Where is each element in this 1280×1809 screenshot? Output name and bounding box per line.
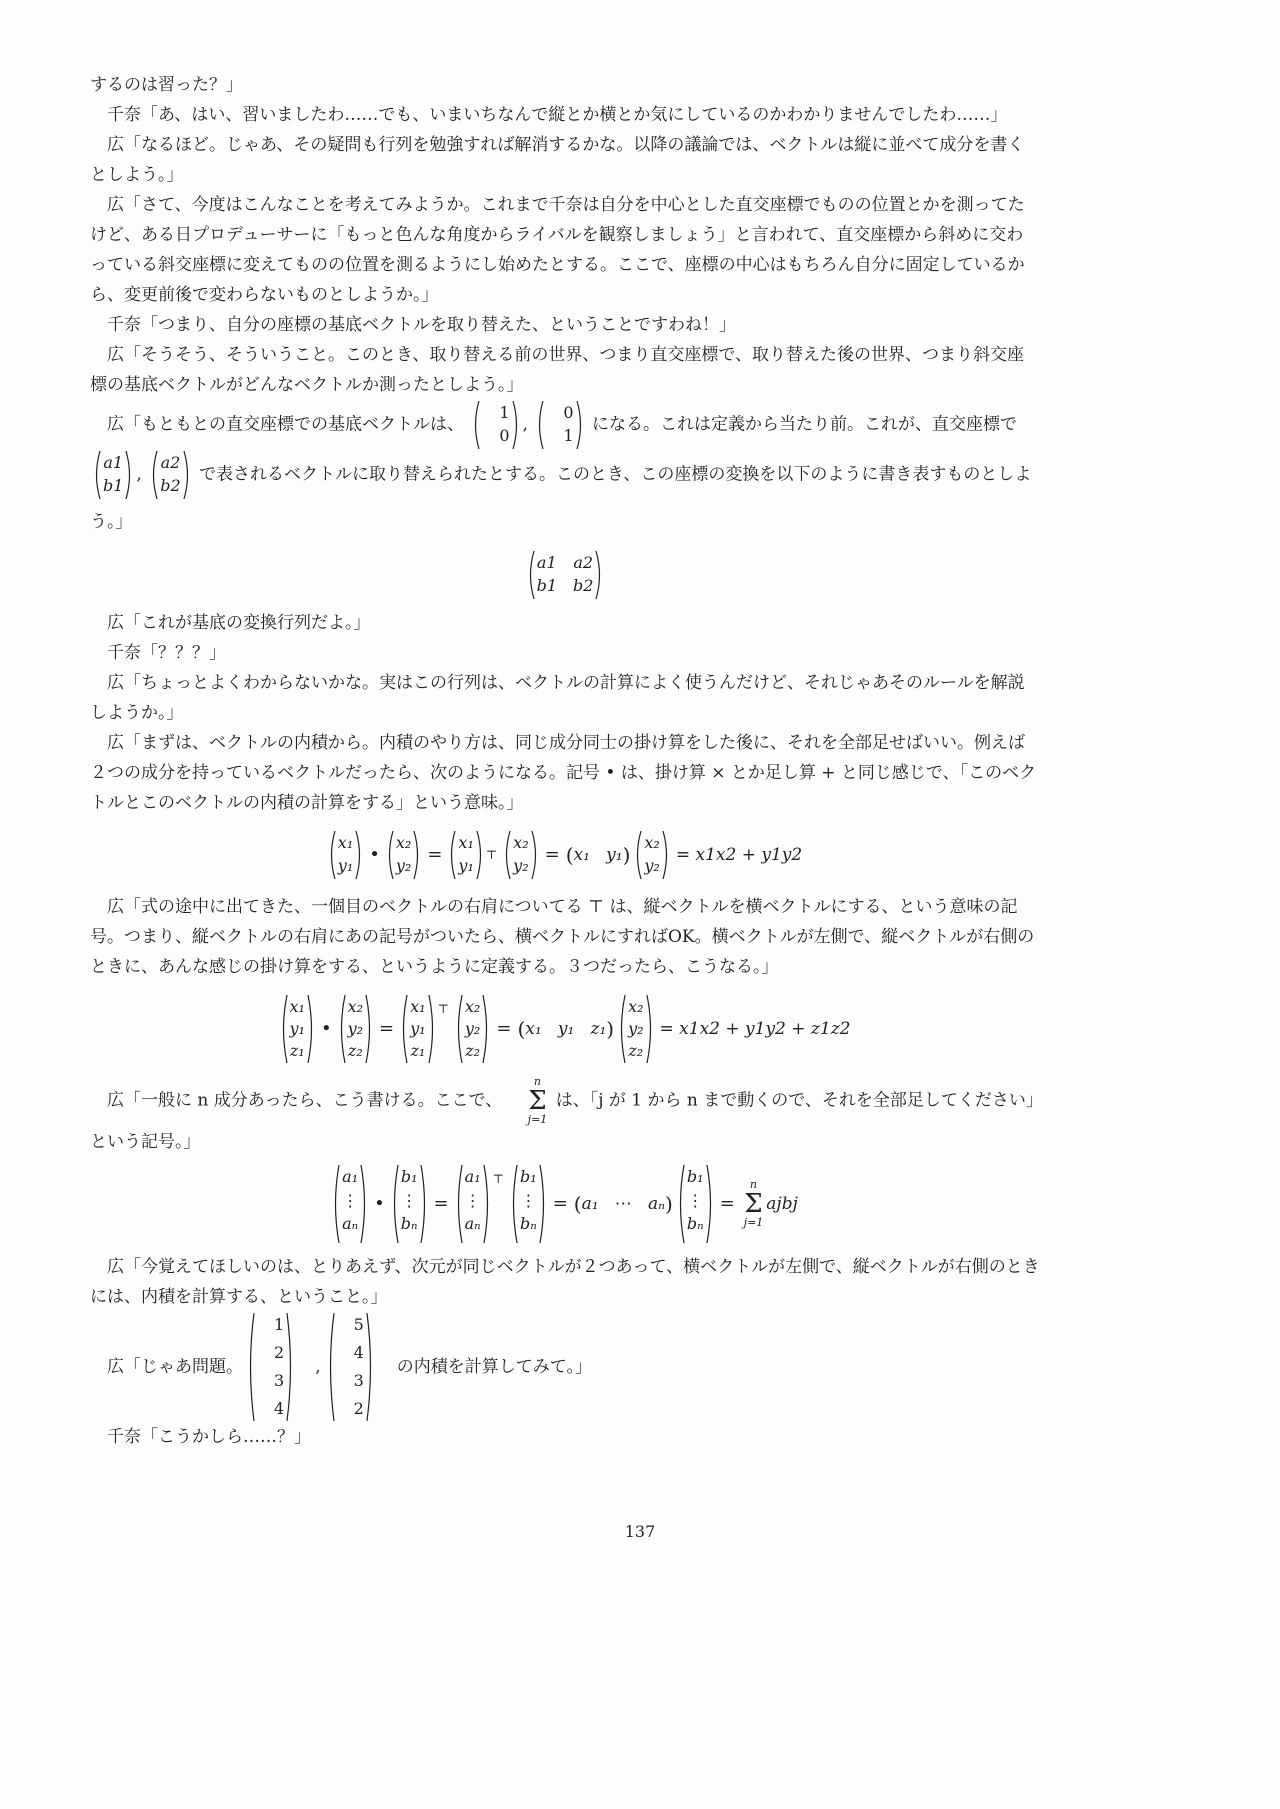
sum-lower: j=1 xyxy=(743,1216,764,1229)
paragraph: 広「ちょっとよくわからないかな。実はこの行列は、ベクトルの計算によく使うんだけど、それじゃあそのルールを解説しようか。」 xyxy=(90,673,1025,723)
text-span: の内積を計算してみて。」 xyxy=(396,1357,592,1377)
cell: 5 xyxy=(353,1315,364,1334)
vector-e1 xyxy=(472,400,519,450)
cell: 2 xyxy=(353,1399,364,1418)
equation-inner-product-3d: x₁ y₁ z₁ • x₂ y₂ z₂ = x₁ y₁ z₁ ⊤ x₂ y₂ z₂ = ( x₁ y₁ z₁ ) x₂ y₂ z₂ = x1x2 + y1y2 + z1z2 xyxy=(90,994,1040,1064)
basis-change-matrix xyxy=(527,550,604,600)
sum-symbol: n Σ j=1 xyxy=(511,1076,548,1126)
paragraph: 千奈「つまり、自分の座標の基底ベクトルを取り替えた、ということですわね！」 xyxy=(107,315,736,335)
cell: 4 xyxy=(353,1343,364,1362)
cell: a1 xyxy=(536,553,557,572)
cell: 0 xyxy=(563,403,574,422)
text-body xyxy=(90,70,1040,1452)
paragraph: するのは習った？」 xyxy=(90,75,243,95)
vector-problem-1 xyxy=(247,1312,294,1422)
paragraph-new-basis: a1 b1 , a2 b2 で表されるベクトルに取り替えられたとする。このとき、この座標の変換を以下のように書き表すものとしよう。」 xyxy=(90,450,1040,544)
equation-inner-product-nd: a₁ ⋮ aₙ • b₁ ⋮ bₙ = a₁ ⋮ aₙ ⊤ b₁ ⋮ bₙ = ( a₁ ⋯ aₙ ) b₁ ⋮ bₙ = n Σ j=1 ajbj xyxy=(90,1164,1040,1244)
text-span: になる。これは定義から当たり前。これが、直交座標で xyxy=(592,414,1017,435)
text-span: 広「もともとの直交座標での基底ベクトルは、 xyxy=(107,414,464,435)
cell: 3 xyxy=(353,1371,364,1390)
cell: 1 xyxy=(563,426,574,445)
sum-upper: n xyxy=(749,1178,758,1191)
paragraph: 広「さて、今度はこんなことを考えてみようか。これまで千奈は自分を中心とした直交座標でものの位置とかを測ってたけど、ある日プロデューサーに「もっと色んな角度からライバルを観察しましょう」と言われて、直交座標から斜めに交わっている斜交座標に変えてものの位置を測るようにし始めたとする。ここで、座標の中心はもちろん自分に固定しているから、変更前後で変わらないものとしようか。」 xyxy=(90,195,1025,305)
sum-lower: j=1 xyxy=(527,1113,548,1126)
paragraph: 広「なるほど。じゃあ、その疑問も行列を勉強すれば解消するかな。以降の議論では、ベクトルは縦に並べて成分を書くとしよう。」 xyxy=(90,135,1025,185)
vector-b xyxy=(150,450,190,500)
text-span: は、「j が 1 から n まで動くので、それを全部足してください」という記号。」 xyxy=(90,1090,1035,1152)
cell: a1 xyxy=(103,453,124,472)
paragraph-sum-notation xyxy=(90,1076,1040,1158)
vector-problem-2 xyxy=(327,1312,374,1422)
cell: a2 xyxy=(160,453,181,472)
cell: a2 xyxy=(573,553,594,572)
paragraph-basis-vectors: 広「もともとの直交座標での基底ベクトルは、 1 0 , 0 1 になる。これは定義から当たり前。これが、直交座標で xyxy=(90,400,1040,450)
vector-e2 xyxy=(536,400,583,450)
paragraph: 広「これが基底の変換行列だよ。」 xyxy=(107,613,371,633)
paragraph: 千奈「あ、はい、習いましたわ……でも、いまいちなんで縦とか横とか気にしているのかわかりませんでしたわ……」 xyxy=(107,105,1008,125)
equation-basis-matrix xyxy=(90,550,1040,600)
paragraph: 広「まずは、ベクトルの内積から。内積のやり方は、同じ成分同士の掛け算をした後に、それを全部足せばいい。例えば２つの成分を持っているベクトルだったら、次のようになる。記号 • は、掛け算 × とか足し算 + と同じ感じで、「このベクトルとこのベクトルの内積の計算をする」という意味。」 xyxy=(90,733,1037,813)
page-number: 137 xyxy=(624,1522,656,1541)
equation-inner-product-2d: x₁ y₁ • x₂ y₂ = x₁ y₁ ⊤ x₂ y₂ = ( x₁ y₁ ) x₂ y₂ = x1x2 + y1y2 xyxy=(90,830,1040,880)
sum-upper: n xyxy=(533,1075,542,1088)
vector-a xyxy=(93,450,133,500)
equation-result: = x1x2 + y1y2 + z1z2 xyxy=(659,1019,851,1039)
paragraph-problem: 広「じゃあ問題。 1 2 3 4 , 5 4 3 2 の内積を計算してみて。」 xyxy=(90,1312,1040,1422)
paragraph: 広「今覚えてほしいのは、とりあえず、次元が同じベクトルが２つあって、横ベクトルが左側で、縦ベクトルが右側のときには、内積を計算する、ということ。」 xyxy=(90,1257,1040,1307)
paragraph: 千奈「こうかしら……？」 xyxy=(107,1427,311,1447)
cell: 0 xyxy=(499,426,510,445)
cell: b2 xyxy=(573,576,594,595)
cell: 1 xyxy=(499,403,510,422)
paragraph: 千奈「？？？」 xyxy=(107,643,226,663)
equation-result: = x1x2 + y1y2 xyxy=(675,845,803,865)
cell: 3 xyxy=(274,1371,285,1390)
sum-term: ajbj xyxy=(766,1194,798,1214)
cell: 2 xyxy=(274,1343,285,1362)
cell: b1 xyxy=(103,476,124,495)
text-span: 広「じゃあ問題。 xyxy=(107,1357,243,1377)
text-span: 広「一般に n 成分あったら、こう書ける。ここで、 xyxy=(107,1090,503,1111)
paragraph: 広「式の途中に出てきた、一個目のベクトルの右肩についてる ⊤ は、縦ベクトルを横ベクトルにする、という意味の記号。つまり、縦ベクトルの右肩にあの記号がついたら、横ベクトルにすればOK。横ベクトルが左側で、縦ベクトルが右側のときに、あんな感じの掛け算をする、というように定義する。３つだったら、こうなる。」 xyxy=(90,897,1035,977)
cell: b1 xyxy=(536,576,557,595)
cell: 1 xyxy=(274,1315,285,1334)
cell: 4 xyxy=(274,1399,285,1418)
paragraph: 広「そうそう、そういうこと。このとき、取り替える前の世界、つまり直交座標で、取り替えた後の世界、つまり斜交座標の基底ベクトルがどんなベクトルか測ったとしよう。」 xyxy=(90,345,1024,395)
text-span: で表されるベクトルに取り替えられたとする。このとき、この座標の変換を以下のように書き表すものとしよう。」 xyxy=(90,464,1032,532)
cell: b2 xyxy=(160,476,181,495)
